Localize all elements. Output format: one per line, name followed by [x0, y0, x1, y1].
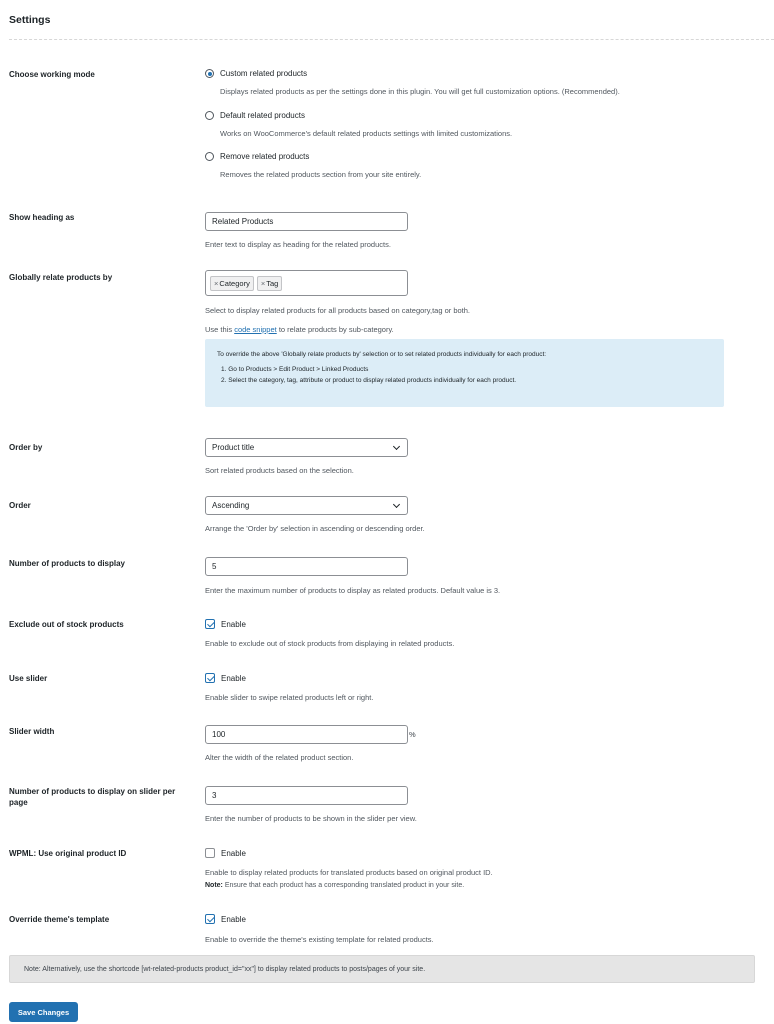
order-by-value: Product title [212, 443, 255, 452]
radio-default-label: Default related products [220, 111, 305, 120]
info-steps [221, 364, 712, 386]
order-value: Ascending [212, 501, 250, 510]
checkbox-checked[interactable] [205, 673, 215, 683]
radio-default-desc: Works on WooCommerce's default related products settings with limited customizations. [220, 129, 513, 138]
exclude-stock-checkbox[interactable] [205, 619, 246, 629]
page-title: Settings [9, 14, 51, 26]
note-label: Note: [205, 882, 223, 889]
save-changes-button[interactable]: Save Changes [9, 1002, 78, 1022]
use-slider-desc: Enable slider to swipe related products left or right. [205, 693, 374, 702]
radio-button-selected[interactable] [205, 69, 214, 78]
tag-label: Category [219, 278, 250, 288]
tag-remove-icon[interactable]: × [214, 278, 219, 288]
radio-default-related[interactable] [205, 111, 305, 120]
snippet-prefix: Use this [205, 325, 233, 334]
override-template-label: Override theme's template [9, 915, 110, 924]
wpml-note [205, 880, 464, 891]
relate-by-desc: Select to display related products for all products based on category,tag or both. [205, 306, 471, 315]
shortcode-note: Note: Alternatively, use the shortcode [wt-related-products product_id="xx"] to display related products to posts/pages of your site. [9, 955, 755, 983]
slider-width-input[interactable]: 100 [205, 725, 408, 744]
exclude-stock-label: Exclude out of stock products [9, 620, 124, 629]
tag-tag[interactable] [257, 276, 282, 291]
override-template-desc: Enable to override the theme's existing template for related products. [205, 935, 434, 944]
radio-remove-desc: Removes the related products section from your site entirely. [220, 170, 422, 179]
snippet-line [205, 324, 394, 335]
info-title: To override the above 'Globally relate products by' selection or to set related products individually for each product: [217, 351, 547, 358]
num-products-desc: Enter the maximum number of products to display as related products. Default value is 3. [205, 586, 501, 595]
heading-label: Show heading as [9, 213, 75, 222]
radio-custom-label: Custom related products [220, 69, 308, 78]
info-step: 2. Select the category, tag, attribute or product to display related products individually for each product. [221, 377, 517, 384]
checkbox-unchecked[interactable] [205, 848, 215, 858]
order-by-select[interactable] [205, 438, 408, 457]
working-mode-label: Choose working mode [9, 70, 95, 79]
wpml-label: WPML: Use original product ID [9, 849, 127, 858]
radio-custom-desc: Displays related products as per the settings done in this plugin. You will get full customization options. (Recommended). [220, 87, 620, 96]
relate-by-label: Globally relate products by [9, 273, 113, 282]
checkbox-label: Enable [221, 673, 246, 683]
checkbox-label: Enable [221, 914, 246, 924]
slider-per-page-label: Number of products to display on slider per page [9, 787, 176, 807]
override-template-checkbox[interactable] [205, 914, 246, 924]
num-products-label: Number of products to display [9, 559, 126, 568]
percent-unit: % [409, 730, 416, 739]
radio-remove-label: Remove related products [220, 152, 310, 161]
order-desc: Arrange the 'Order by' selection in ascending or descending order. [205, 524, 425, 533]
radio-button[interactable] [205, 152, 214, 161]
num-products-input[interactable]: 5 [205, 557, 408, 576]
chevron-down-icon [393, 500, 400, 507]
slider-width-label: Slider width [9, 727, 55, 736]
radio-custom-related[interactable] [205, 69, 307, 78]
use-slider-label: Use slider [9, 674, 48, 683]
slider-per-page-input[interactable]: 3 [205, 786, 408, 805]
wpml-checkbox[interactable] [205, 848, 246, 858]
checkbox-label: Enable [221, 619, 246, 629]
checkbox-checked[interactable] [205, 914, 215, 924]
checkbox-checked[interactable] [205, 619, 215, 629]
order-select[interactable] [205, 496, 408, 515]
tag-category[interactable] [210, 276, 254, 291]
slider-per-page-desc: Enter the number of products to be shown in the slider per view. [205, 814, 417, 823]
exclude-stock-desc: Enable to exclude out of stock products from displaying in related products. [205, 639, 455, 648]
order-by-label: Order by [9, 443, 43, 452]
relate-info-box [205, 339, 724, 407]
code-snippet-link[interactable]: code snippet [234, 325, 277, 334]
heading-desc: Enter text to display as heading for the related products. [205, 240, 391, 249]
checkbox-label: Enable [221, 848, 246, 858]
order-label: Order [9, 501, 31, 510]
info-step: 1. Go to Products > Edit Product > Linked Products [221, 366, 369, 373]
tag-label: Tag [266, 278, 279, 288]
heading-input[interactable]: Related Products [205, 212, 408, 231]
tag-remove-icon[interactable]: × [260, 278, 266, 288]
order-by-desc: Sort related products based on the selection. [205, 466, 354, 475]
note-text: Ensure that each product has a corresponding translated product in your site. [224, 882, 465, 889]
snippet-suffix: to relate products by sub-category. [278, 325, 394, 334]
radio-remove-related[interactable] [205, 152, 309, 161]
title-divider [9, 39, 774, 40]
wpml-desc: Enable to display related products for translated products based on original product ID. [205, 868, 493, 877]
relate-by-tag-input[interactable] [205, 270, 408, 296]
chevron-down-icon [393, 442, 400, 449]
use-slider-checkbox[interactable] [205, 673, 246, 683]
radio-button[interactable] [205, 111, 214, 120]
slider-width-desc: Alter the width of the related product section. [205, 753, 354, 762]
